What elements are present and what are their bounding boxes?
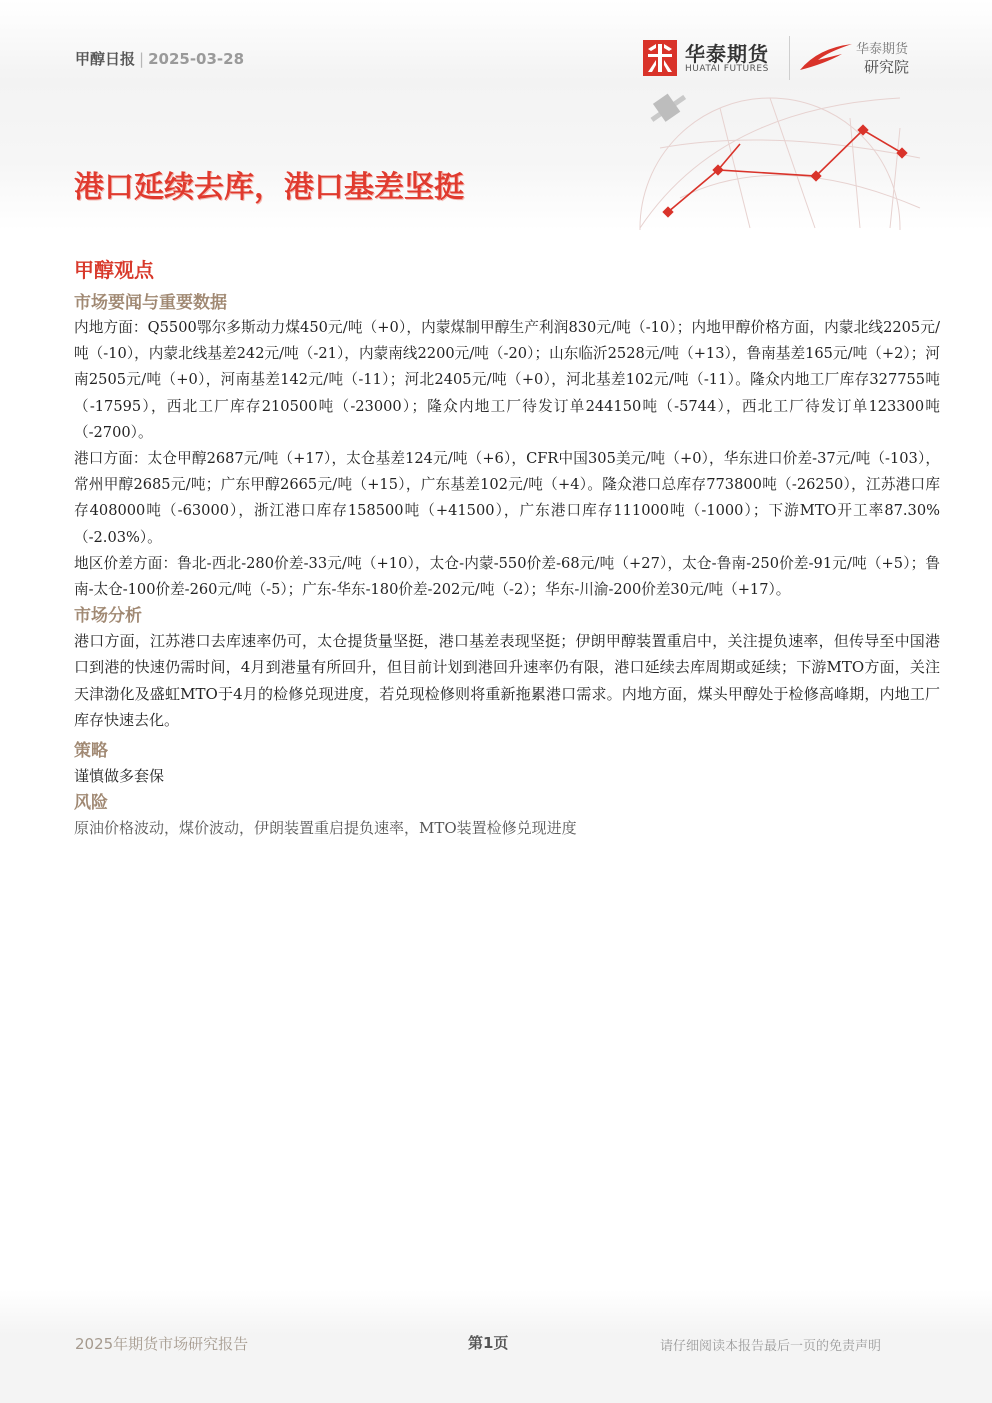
logo-divider (789, 36, 790, 80)
report-header (75, 48, 244, 69)
risk-heading: 风险 (74, 793, 108, 814)
logo-english-name: HUATAI FUTURES (685, 64, 769, 74)
logo-chinese-name: 华泰期货 (685, 42, 769, 66)
spread-paragraph: 地区价差方面：鲁北-西北-280价差-33元/吨（+10），太仓-内蒙-550价差-68元/吨（+27），太仓-鲁南-250价差-91元/吨（+5）；鲁南-太仓-100价差-260元/吨（-5）；广东-华东-180价差-202元/吨（-2）；华东-川渝-200价差30元/吨（+17）。 (74, 554, 940, 599)
huatai-logo (643, 38, 783, 80)
header-separator: | (139, 50, 145, 68)
institute-wing-icon (798, 38, 854, 74)
huatai-logo-icon (643, 40, 677, 76)
institute-logo (798, 36, 928, 80)
inland-paragraph: 内地方面：Q5500鄂尔多斯动力煤450元/吨（+0），内蒙煤制甲醇生产利润830元/吨（-10）；内地甲醇价格方面，内蒙北线2205元/吨（-10），内蒙北线基差242元/吨（-21），内蒙南线2200元/吨（-20）；山东临沂2528元/吨（+13），鲁南基差165元/吨（+2）；河南2505元/吨（+0），河南基差142元/吨（-11）；河北2405元/吨（+0），河北基差102元/吨（-11）。隆众内地工厂库存327755吨（-17595），西北工厂库存210500吨（-23000）；隆众内地工厂待发订单244150吨（-5744），西北工厂待发订单123300吨（-2700）。 (74, 319, 940, 441)
strategy-heading: 策略 (74, 741, 108, 762)
report-date: 2025-03-28 (148, 50, 245, 68)
institute-line2: 研究院 (864, 58, 910, 76)
footer-report-series: 2025年期货市场研究报告 (75, 1335, 249, 1353)
page-number: 第1页 (468, 1334, 509, 1352)
report-body (74, 255, 940, 841)
section-heading: 甲醇观点 (74, 258, 154, 282)
report-name: 甲醇日报 (75, 50, 136, 68)
report-title: 港口延续去库，港口基差坚挺 (74, 170, 464, 205)
risk-paragraph: 原油价格波动，煤价波动，伊朗装置重启提负速率，MTO装置检修兑现进度 (74, 819, 577, 838)
network-graphic (600, 88, 930, 230)
strategy-paragraph: 谨慎做多套保 (74, 767, 165, 786)
institute-line1: 华泰期货 (856, 42, 909, 57)
port-paragraph: 港口方面：太仓甲醇2687元/吨（+17），太仓基差124元/吨（+6），CFR中国305美元/吨（+0），华东进口价差-37元/吨（-103），常州甲醇2685元/吨；广东甲醇2665元/吨（+15），广东基差102元/吨（+4）。隆众港口总库存773800吨（-26250），江苏港口库存408000吨（-63000），浙江港口库存158500吨（+41500），广东港口库存111000吨（-1000）；下游MTO开工率87.30%（-2.03%）。 (74, 450, 940, 546)
disclaimer-note: 请仔细阅读本报告最后一页的免责声明 (660, 1339, 882, 1354)
analysis-paragraph: 港口方面，江苏港口去库速率仍可，太仓提货量坚挺，港口基差表现坚挺；伊朗甲醇装置重启中，关注提负速率，但传导至中国港口到港的快速仍需时间，4月到港量有所回升，但目前计划到港回升速率仍有限，港口延续去库周期或延续；下游MTO方面，关注天津渤化及盛虹MTO于4月的检修兑现进度，若兑现检修则将重新拖累港口需求。内地方面，煤头甲醇处于检修高峰期，内地工厂库存快速去化。 (74, 632, 940, 729)
market-news-heading: 市场要闻与重要数据 (74, 293, 227, 313)
analysis-heading: 市场分析 (74, 606, 142, 627)
